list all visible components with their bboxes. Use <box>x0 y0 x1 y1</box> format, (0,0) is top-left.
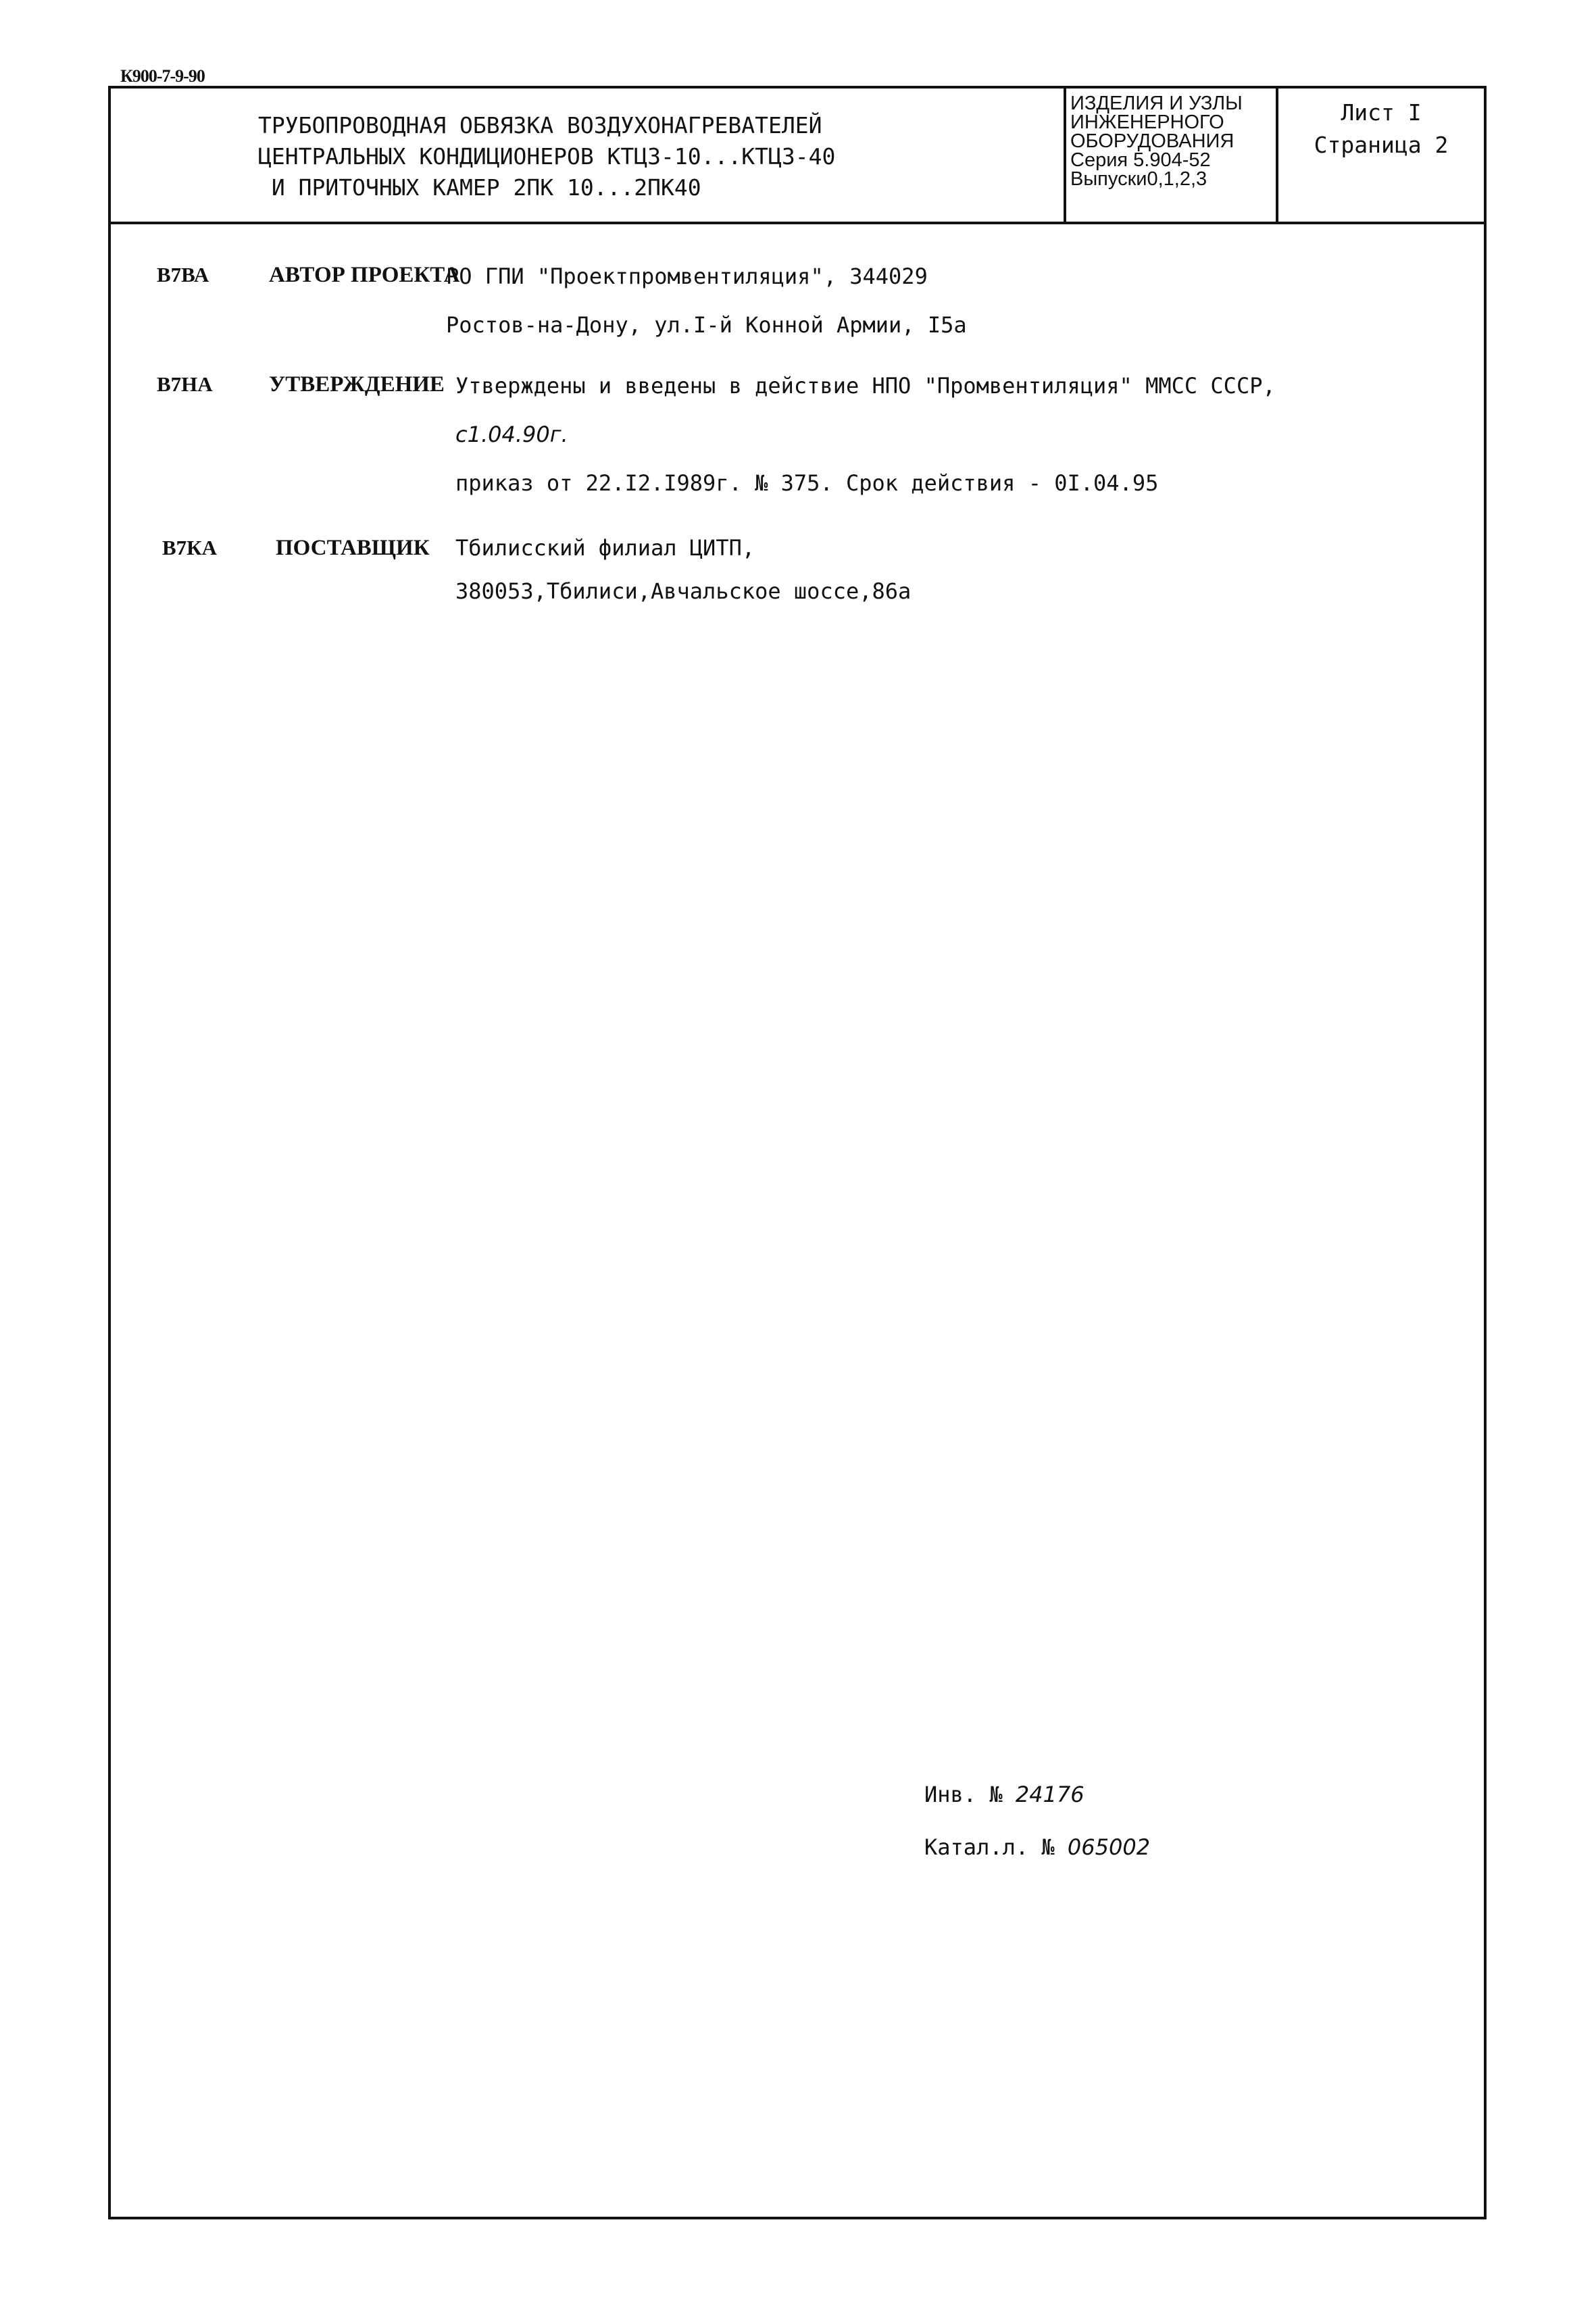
entry-line: 380053,Тбилиси,Авчальское шоссе,86а <box>455 578 912 604</box>
series-cell <box>1064 89 1278 222</box>
entry-line: Ростов-на-Дону, ул.I-й Конной Армии, I5а <box>446 312 967 338</box>
title-line: ЦЕНТРАЛЬНЫХ КОНДИЦИОНЕРОВ КТЦ3-10...КТЦ3-40 <box>258 143 836 170</box>
sheet-number: Лист I <box>1341 99 1422 126</box>
entry-line <box>455 361 1276 459</box>
entry-line: Тбилисский филиал ЦИТП, <box>455 535 755 561</box>
approval-date-handwritten: с1.04.90г. <box>455 422 568 447</box>
entry-content <box>455 361 1276 507</box>
document-title <box>258 110 835 203</box>
inventory-block <box>924 1768 1150 1873</box>
catalog-label: Катал.л. № <box>924 1834 1055 1860</box>
page-number: Страница 2 <box>1314 132 1449 158</box>
series-line: Серия 5.904-52 <box>1070 149 1211 171</box>
entry-code: В7ВА <box>157 263 209 286</box>
entry-code: В7НА <box>157 372 213 396</box>
inventory-label: Инв. № <box>924 1782 1003 1807</box>
page-frame <box>108 86 1487 2219</box>
title-line: И ПРИТОЧНЫХ КАМЕР 2ПК 10...2ПК40 <box>271 174 701 201</box>
entry-line: РО ГПИ "Проектпромвентиляция", 344029 <box>446 263 928 289</box>
catalog-value: 065002 <box>1067 1834 1151 1860</box>
series-line: ИНЖЕНЕРНОГО <box>1070 111 1224 133</box>
entry-content <box>455 526 911 613</box>
catalog-number <box>924 1821 1150 1873</box>
entry-label: АВТОР ПРОЕКТА <box>269 263 460 287</box>
entry-content <box>446 252 967 349</box>
title-line: ТРУБОПРОВОДНАЯ ОБВЯЗКА ВОЗДУХОНАГРЕВАТЕЛЕЙ <box>258 112 822 139</box>
inventory-number <box>924 1768 1150 1821</box>
entry-line: приказ от 22.I2.I989г. № 375. Срок действия - 0I.04.95 <box>455 470 1159 496</box>
series-line: ИЗДЕЛИЯ И УЗЛЫ <box>1070 93 1243 114</box>
title-block <box>111 89 1484 224</box>
entry-label: ПОСТАВЩИК <box>276 536 430 560</box>
approval-text: Утверждены и введены в действие НПО "Промвентиляция" ММСС СССР, <box>455 373 1276 399</box>
entry-code: В7КА <box>162 536 218 559</box>
sheet-cell <box>1278 89 1484 222</box>
entry-label: УТВЕРЖДЕНИЕ <box>269 372 445 397</box>
series-line: ОБОРУДОВАНИЯ <box>1070 130 1235 152</box>
series-line: Выпуски0,1,2,3 <box>1070 168 1207 190</box>
inventory-value: 24176 <box>1015 1782 1084 1807</box>
document-code: К900-7-9-90 <box>120 66 205 86</box>
